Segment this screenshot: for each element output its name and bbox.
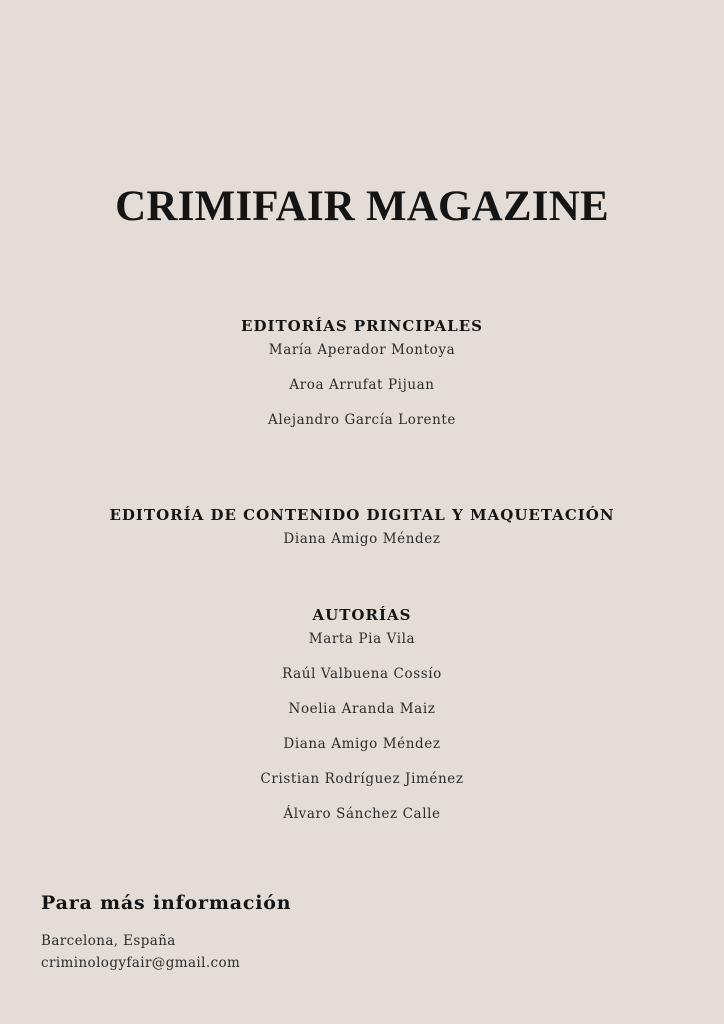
contact-location: Barcelona, España xyxy=(41,933,176,949)
contact-email: criminologyfair@gmail.com xyxy=(41,955,241,971)
list-item: María Aperador Montoya xyxy=(268,342,456,358)
section-main-editors xyxy=(0,315,724,438)
section-digital-editor xyxy=(0,504,724,557)
list-item: Raúl Valbuena Cossío xyxy=(282,666,442,682)
list-item: Álvaro Sánchez Calle xyxy=(283,806,441,822)
section-heading: AUTORÍAS xyxy=(312,606,412,624)
list-item: Alejandro García Lorente xyxy=(267,412,457,428)
name-list xyxy=(0,522,724,557)
list-item: Diana Amigo Méndez xyxy=(283,736,441,752)
list-item: Marta Pia Vila xyxy=(308,631,416,647)
list-item: Diana Amigo Méndez xyxy=(283,531,441,547)
section-heading: EDITORÍA DE CONTENIDO DIGITAL Y MAQUETACIÓN xyxy=(109,506,615,524)
name-list xyxy=(0,333,724,438)
list-item: Cristian Rodríguez Jiménez xyxy=(260,771,464,787)
section-authors xyxy=(0,604,724,832)
contact-heading: Para más información xyxy=(41,892,292,914)
contact-block xyxy=(41,890,291,974)
section-heading: EDITORÍAS PRINCIPALES xyxy=(241,317,483,335)
list-item: Noelia Aranda Maiz xyxy=(288,701,436,717)
list-item: Aroa Arrufat Pijuan xyxy=(289,377,435,393)
name-list xyxy=(0,622,724,832)
page-title: CRIMIFAIR MAGAZINE xyxy=(115,183,609,230)
